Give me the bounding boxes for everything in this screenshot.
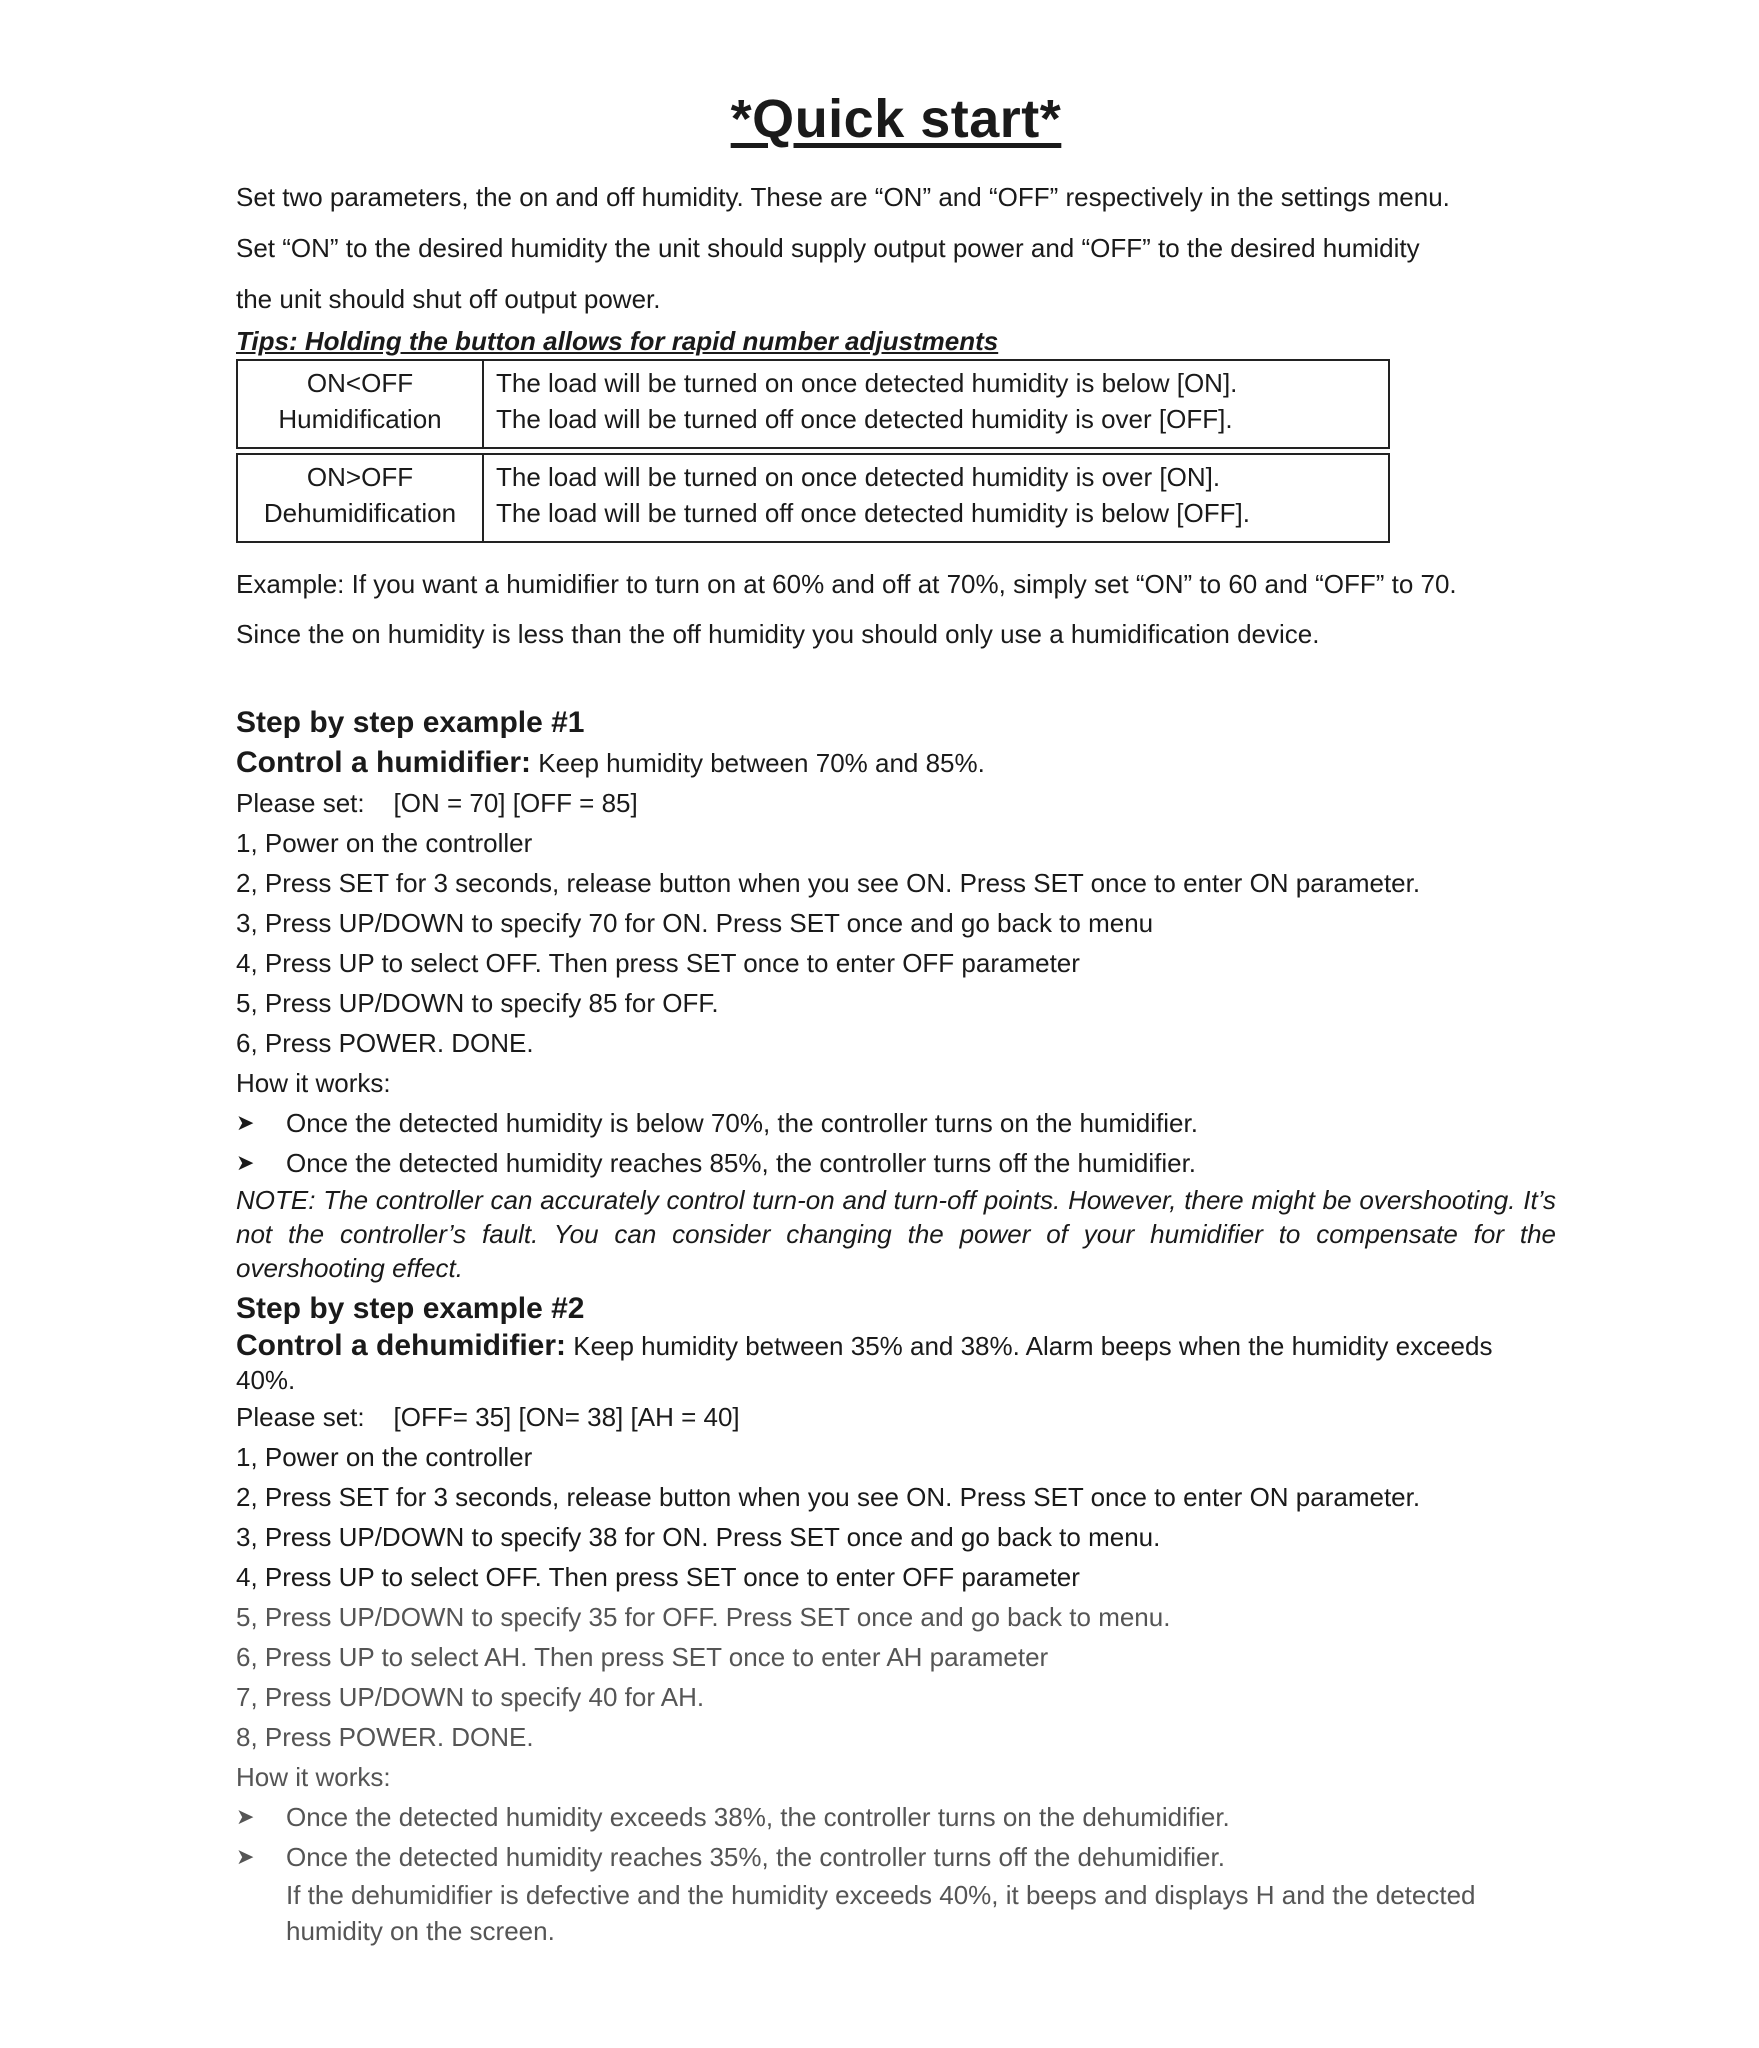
example-line: Example: If you want a humidifier to turn on at 60% and off at 70%, simply set “ON” to 60 and “OFF” to 70. [236,569,1457,599]
step-line: 3, Press UP/DOWN to specify 38 for ON. Press SET once and go back to menu. [236,1522,1161,1552]
mode-description-line: The load will be turned on once detected humidity is below [ON]. [496,368,1238,398]
bullet-text: Once the detected humidity exceeds 38%, the controller turns on the dehumidifier. [286,1802,1230,1832]
tips-text: Tips: Holding the button allows for rapid number adjustments [236,326,999,356]
step-subheading-bold: Control a dehumidifier: [236,1329,566,1362]
step-subheading-text: Keep humidity between 70% and 85%. [531,748,985,778]
bullet-text: Once the detected humidity reaches 35%, the controller turns off the dehumidifier. [286,1842,1225,1872]
mode-cell [237,454,483,542]
arrow-bullet-icon: ➤ [236,1804,255,1829]
mode-description-line: The load will be turned off once detected humidity is below [OFF]. [496,498,1250,528]
step-line: 5, Press UP/DOWN to specify 35 for OFF. Press SET once and go back to menu. [236,1602,1171,1632]
step-line: 7, Press UP/DOWN to specify 40 for AH. [236,1682,705,1712]
mode-description-line: The load will be turned off once detected humidity is over [OFF]. [496,404,1233,434]
step-line: 1, Power on the controller [236,828,533,858]
mode-row-dehumidification [237,454,1389,542]
mode-name: Humidification [278,404,442,434]
bullet-item [236,1797,1556,1837]
intro-line: the unit should shut off output power. [236,284,661,314]
bullet-item [236,1103,1556,1143]
step-line: 3, Press UP/DOWN to specify 70 for ON. Press SET once and go back to menu [236,908,1154,938]
please-set: Please set: [ON = 70] [OFF = 85] [236,788,638,818]
page-title: *Quick start* [730,89,1062,149]
bullet-item [236,1837,1556,1877]
step-line: 8, Press POWER. DONE. [236,1722,534,1752]
quick-start-page [236,88,1556,1949]
example-line: Since the on humidity is less than the off humidity you should only use a humidification device. [236,619,1320,649]
step-subheading [236,743,1556,783]
step-line: 6, Press UP to select AH. Then press SET once to enter AH parameter [236,1642,1049,1672]
how-it-works-label: How it works: [236,1762,391,1792]
intro-line: Set two parameters, the on and off humidity. These are “ON” and “OFF” respectively in the settings menu. [236,182,1450,212]
how-it-works-label: How it works: [236,1068,391,1098]
step-example-1 [236,703,1556,1285]
intro-paragraph [236,172,1556,325]
mode-condition: ON>OFF [306,462,414,492]
step-line: 2, Press SET for 3 seconds, release button when you see ON. Press SET once to enter ON parameter. [236,868,1421,898]
step-line: 5, Press UP/DOWN to specify 85 for OFF. [236,988,719,1018]
intro-line: Set “ON” to the desired humidity the unit should supply output power and “OFF” to the desired humidity [236,233,1420,263]
bullet-item [236,1143,1556,1183]
step-heading: Step by step example #2 [236,1292,585,1325]
arrow-bullet-icon: ➤ [236,1150,255,1175]
mode-name: Dehumidification [263,498,457,528]
note-text: NOTE: The controller can accurately control turn-on and turn-off points. However, there might be overshooting. It’s not the controller’s fault. You can consider changing the power of your humidifier to compensate for the overshooting effect. [236,1185,1556,1283]
step-line: 4, Press UP to select OFF. Then press SET once to enter OFF parameter [236,1562,1080,1592]
mode-row-humidification [237,360,1389,448]
bullet-text: Once the detected humidity reaches 85%, the controller turns off the humidifier. [286,1148,1197,1178]
step-line: 1, Power on the controller [236,1442,533,1472]
step-heading: Step by step example #1 [236,706,585,739]
step-subheading [236,1329,1556,1397]
arrow-bullet-icon: ➤ [236,1110,255,1135]
example-paragraph [236,559,1556,659]
arrow-bullet-icon: ➤ [236,1844,255,1869]
mode-description [483,454,1389,542]
mode-cell [237,360,483,448]
bullet-text: Once the detected humidity is below 70%, the controller turns on the humidifier. [286,1108,1198,1138]
alarm-note: If the dehumidifier is defective and the humidity exceeds 40%, it beeps and displays H and the detected humidity on the screen. [286,1880,1476,1946]
step-line: 4, Press UP to select OFF. Then press SET once to enter OFF parameter [236,948,1080,978]
step-line: 2, Press SET for 3 seconds, release button when you see ON. Press SET once to enter ON parameter. [236,1482,1421,1512]
step-subheading-text: Keep humidity between 35% and 38%. Alarm beeps when the humidity exceeds 40%. [236,1331,1493,1395]
step-line: 6, Press POWER. DONE. [236,1028,534,1058]
step-subheading-bold: Control a humidifier: [236,746,531,779]
mode-table [236,359,1390,543]
step-example-2 [236,1289,1556,1949]
mode-condition: ON<OFF [306,368,414,398]
mode-description-line: The load will be turned on once detected humidity is over [ON]. [496,462,1221,492]
please-set: Please set: [OFF= 35] [ON= 38] [AH = 40] [236,1402,740,1432]
mode-description [483,360,1389,448]
